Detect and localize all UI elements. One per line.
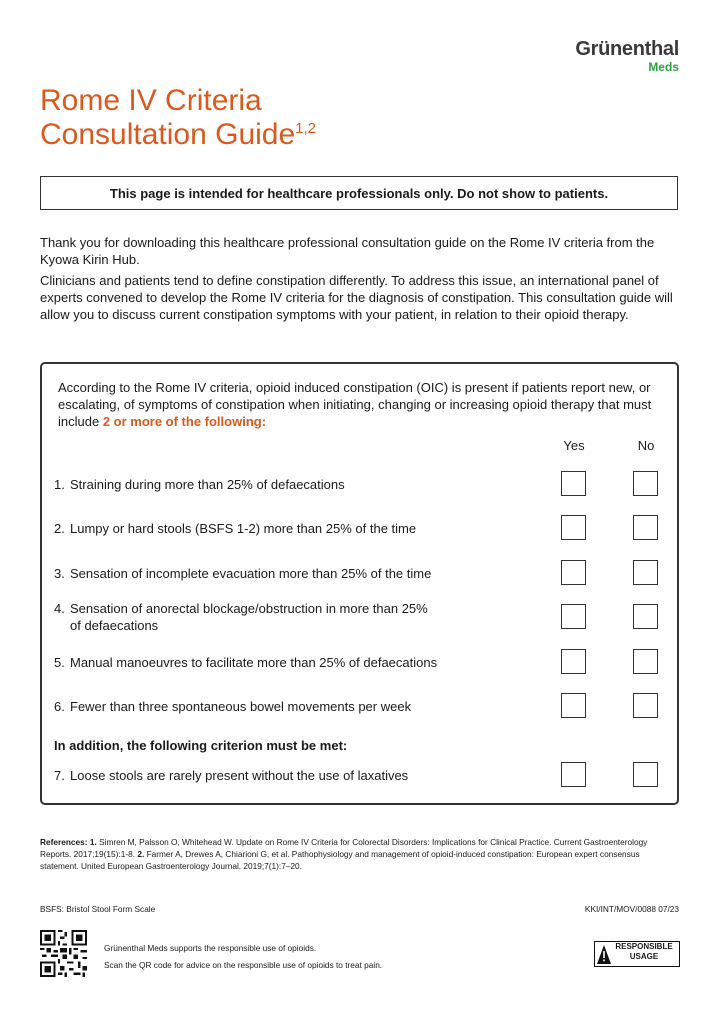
criterion-item (54, 767, 534, 784)
badge-line-1: RESPONSIBLE (615, 942, 673, 951)
intro-paragraph-2: Clinicians and patients tend to define constipation differently. To address this issue, an international panel of experts convened to develop the Rome IV criteria for the diagnosis of constipation. This consultation guide will allow you to discuss current constipation symptoms with your patient, in relation to their opioid therapy. (40, 273, 673, 322)
criterion-item (54, 565, 534, 582)
criterion-7-no-checkbox[interactable] (633, 762, 658, 787)
criterion-5-no-checkbox[interactable] (633, 649, 658, 674)
reference-2-number: 2. (137, 849, 145, 859)
intro-paragraph-1: Thank you for downloading this healthcare professional consultation guide on the Rome IV criteria from the Kyowa Kirin Hub. (40, 235, 655, 267)
criterion-item (54, 476, 534, 493)
criterion-6-yes-checkbox[interactable] (561, 693, 586, 718)
criterion-6-no-checkbox[interactable] (633, 693, 658, 718)
grunenthal-logo (575, 38, 679, 74)
criterion-number: 2. (54, 521, 65, 536)
criterion-number: 3. (54, 566, 65, 581)
badge-line-2: USAGE (629, 952, 659, 961)
logo-sub: Meds (648, 60, 679, 74)
criterion-number: 5. (54, 655, 65, 670)
criterion-item (54, 520, 534, 537)
criterion-text: Manual manoeuvres to facilitate more than 25% of defaecations (70, 655, 438, 670)
criterion-item (54, 600, 434, 634)
hcp-notice (40, 176, 678, 210)
hcp-notice-text: This page is intended for healthcare professionals only. Do not show to patients. (109, 185, 609, 201)
criterion-3-yes-checkbox[interactable] (561, 560, 586, 585)
criterion-item (54, 654, 534, 671)
criteria-lead-text: According to the Rome IV criteria, opioid induced constipation (OIC) is present if patients report new, or escalating, of symptoms of constipation when initiating, changing or increasing opioid therapy that must include (58, 380, 652, 429)
criterion-7-yes-checkbox[interactable] (561, 762, 586, 787)
references (40, 836, 680, 872)
criterion-2-yes-checkbox[interactable] (561, 515, 586, 540)
criterion-text: Sensation of anorectal blockage/obstruction in more than 25% of defaecations (70, 601, 428, 633)
additional-criterion-heading: In addition, the following criterion must be met: (54, 738, 348, 753)
responsible-use-notice (104, 940, 382, 974)
criterion-text: Sensation of incomplete evacuation more than 25% of the time (70, 566, 432, 581)
title-superscript: 1,2 (295, 120, 317, 137)
criterion-text: Fewer than three spontaneous bowel movements per week (70, 699, 412, 714)
criterion-1-no-checkbox[interactable] (633, 471, 658, 496)
title-line-2-text: Consultation Guide (40, 118, 296, 151)
criteria-lead-highlight: 2 or more of the following: (102, 414, 267, 429)
reference-2: Farmer A, Drewes A, Chiarioni G, et al. Pathophysiology and management of opioid-induced constipation: European expert consensus statement. United European Gastroenterology Journal. 2019;7(1):7–20. (40, 849, 640, 871)
criterion-item (54, 698, 534, 715)
criterion-4-no-checkbox[interactable] (633, 604, 658, 629)
criteria-checklist (40, 362, 679, 805)
criterion-1-yes-checkbox[interactable] (561, 471, 586, 496)
qr-code-icon[interactable] (40, 930, 87, 977)
responsible-use-line-2: Scan the QR code for advice on the responsible use of opioids to treat pain. (104, 960, 383, 970)
title-line-2 (40, 118, 316, 152)
page-title (40, 84, 316, 152)
criterion-text: Loose stools are rarely present without the use of laxatives (70, 768, 409, 783)
criterion-5-yes-checkbox[interactable] (561, 649, 586, 674)
criterion-text: Straining during more than 25% of defaecations (70, 477, 345, 492)
criterion-2-no-checkbox[interactable] (633, 515, 658, 540)
yes-column-header: Yes (563, 438, 585, 453)
document-code: KKI/INT/MOV/0088 07/23 (584, 904, 679, 914)
responsible-usage-label (609, 942, 679, 962)
bsfs-footnote: BSFS: Bristol Stool Form Scale (40, 904, 156, 914)
criterion-number: 4. (54, 601, 65, 616)
criterion-4-yes-checkbox[interactable] (561, 604, 586, 629)
criteria-lead (58, 379, 668, 430)
criterion-number: 6. (54, 699, 65, 714)
title-line-1: Rome IV Criteria (40, 84, 262, 117)
references-label: References: (40, 837, 88, 847)
logo-brand: Grünenthal (575, 38, 679, 60)
reference-1: Simren M, Palsson O, Whitehead W. Update on Rome IV Criteria for Colorectal Disorders: Implications for Clinical Practice. Current Gastroenterology Reports. 2017;19(15):1-8. (40, 837, 648, 859)
reference-1-number: 1. (89, 837, 97, 847)
criterion-text: Lumpy or hard stools (BSFS 1-2) more than 25% of the time (70, 521, 417, 536)
criterion-3-no-checkbox[interactable] (633, 560, 658, 585)
responsible-use-line-1: Grünenthal Meds supports the responsible use of opioids. (104, 943, 317, 953)
no-column-header: No (637, 438, 655, 453)
criterion-number: 1. (54, 477, 65, 492)
criterion-number: 7. (54, 768, 65, 783)
